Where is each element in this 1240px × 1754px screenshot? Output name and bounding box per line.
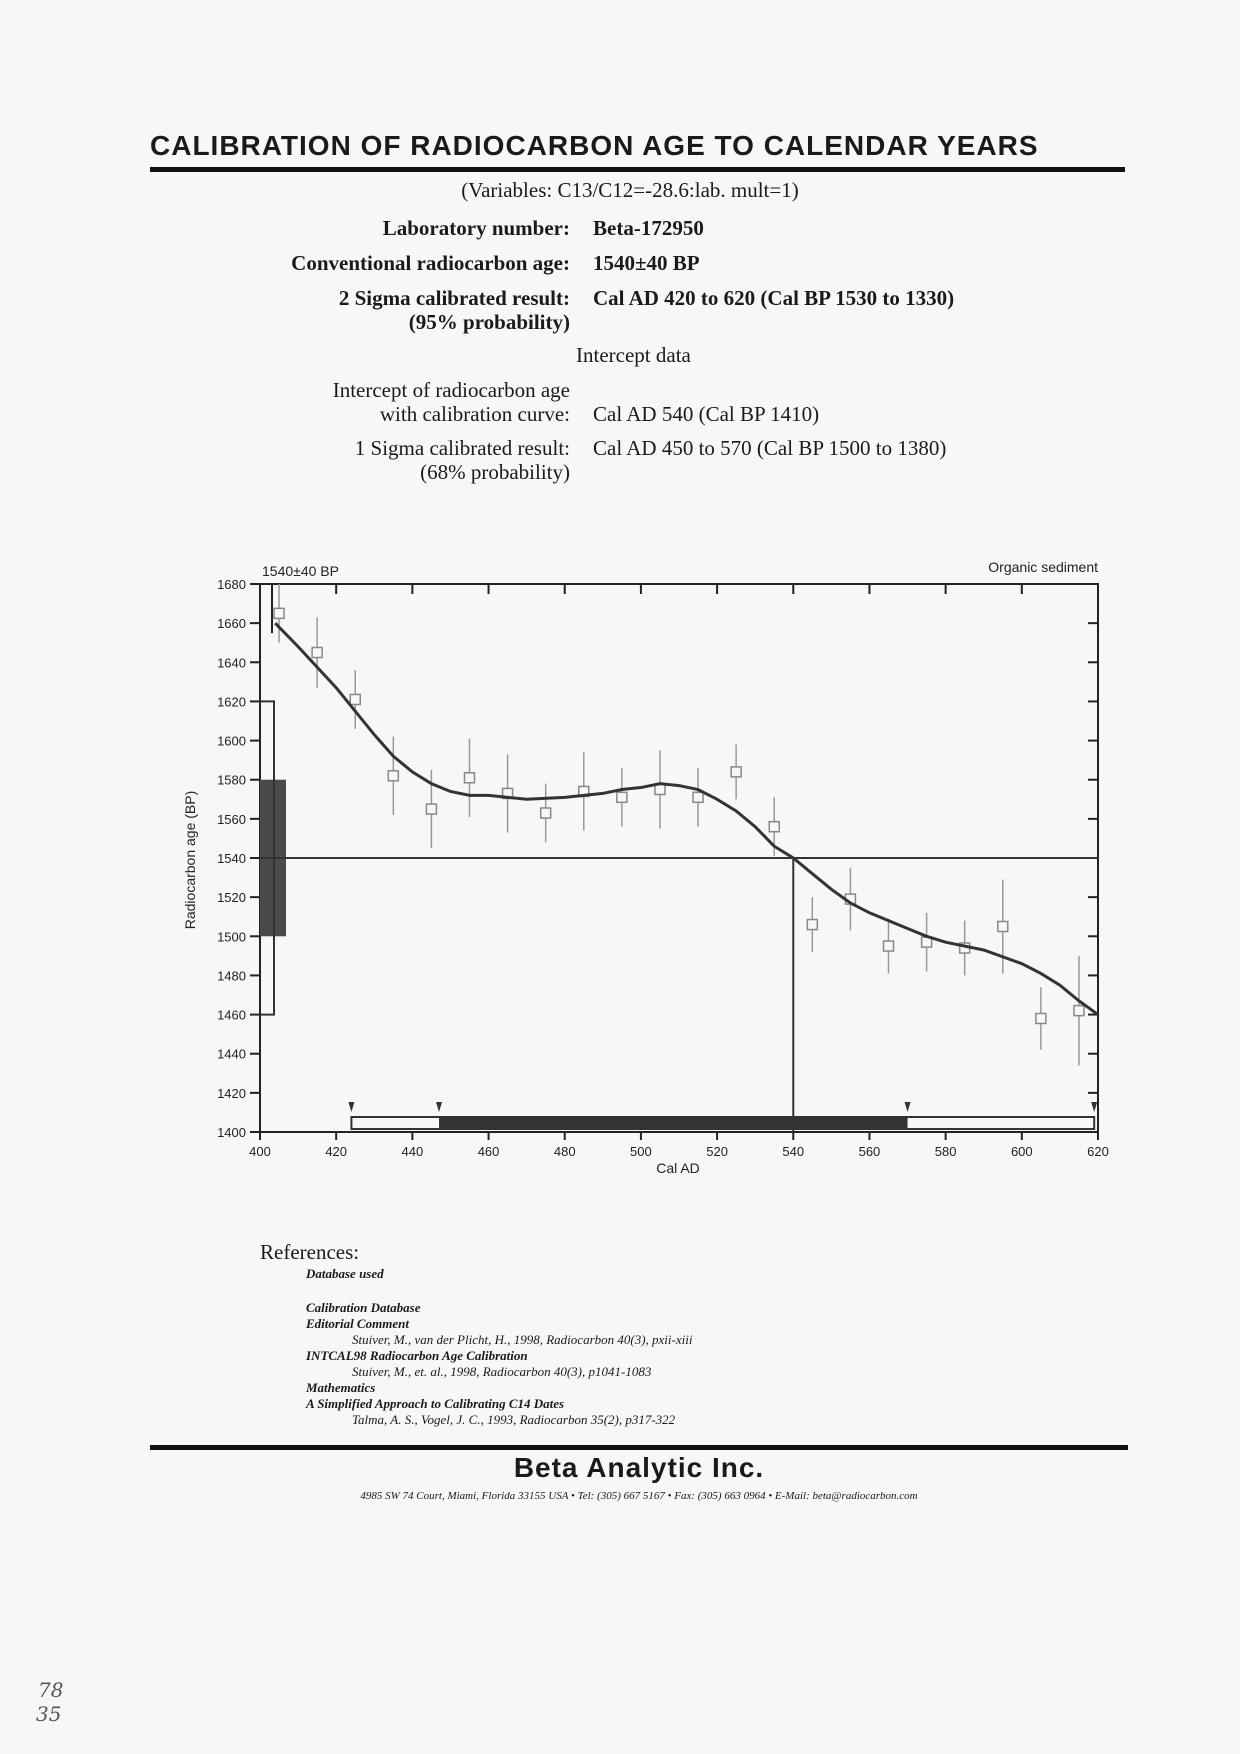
y-tick-label: 1480 (217, 968, 246, 984)
sigma1-probability: (68% probability) (420, 460, 570, 484)
data-point (1036, 1013, 1046, 1023)
sigma1-label: 1 Sigma calibrated result: (354, 436, 570, 460)
conv-age-value: 1540±40 BP (593, 251, 700, 275)
ref-database-used: Database used (306, 1266, 384, 1281)
y-tick-label: 1680 (217, 577, 246, 592)
x-tick-label: 480 (553, 1144, 576, 1159)
data-point (655, 785, 665, 795)
x-tick-label: 500 (630, 1144, 652, 1159)
x-tick-label: 540 (782, 1144, 805, 1159)
range-1sigma (439, 1117, 908, 1129)
ref-intcal98: INTCAL98 Radiocarbon Age Calibration (306, 1348, 528, 1363)
data-point (998, 922, 1008, 932)
data-point (617, 792, 627, 802)
y-tick-label: 1620 (217, 694, 246, 710)
ref-citation-1: Stuiver, M., van der Plicht, H., 1998, Radiocarbon 40(3), pxii-xiii (352, 1332, 693, 1347)
data-point (541, 808, 551, 818)
ref-mathematics: Mathematics (306, 1380, 376, 1395)
calibration-curve (275, 623, 1098, 1014)
x-tick-label: 560 (858, 1144, 881, 1159)
y-tick-label: 1520 (217, 890, 246, 906)
intercept-label-2: with calibration curve: (379, 402, 570, 426)
y-axis-label: Radiocarbon age (BP) (182, 790, 198, 930)
lab-number-value: Beta-172950 (593, 216, 704, 240)
company-name: Beta Analytic Inc. (513, 1452, 765, 1483)
y-tick-label: 1440 (217, 1046, 246, 1062)
data-point (388, 771, 398, 781)
y-tick-label: 1400 (217, 1125, 246, 1140)
x-tick-label: 400 (249, 1144, 271, 1159)
data-point (884, 941, 894, 951)
data-point (1074, 1006, 1084, 1016)
y-tick-label: 1560 (217, 811, 246, 827)
y-tick-label: 1660 (217, 616, 246, 632)
conv-age-label: Conventional radiocarbon age: (291, 251, 570, 275)
data-point (426, 804, 436, 814)
range-marker (348, 1102, 354, 1112)
footer-rule (150, 1445, 1128, 1450)
data-point (731, 767, 741, 777)
ref-editorial-comment: Editorial Comment (306, 1316, 409, 1331)
x-tick-label: 580 (934, 1144, 957, 1159)
ref-simplified-approach: A Simplified Approach to Calibrating C14 Dates (306, 1396, 565, 1411)
x-tick-label: 460 (477, 1144, 500, 1159)
y-tick-label: 1580 (217, 772, 246, 788)
x-tick-label: 600 (1010, 1144, 1033, 1159)
sigma2-value: Cal AD 420 to 620 (Cal BP 1530 to 1330) (593, 286, 955, 310)
y-tick-label: 1540 (217, 851, 246, 866)
data-point (465, 773, 475, 783)
y-tick-label: 1640 (217, 655, 246, 671)
range-marker (436, 1102, 442, 1112)
ref-calibration-database: Calibration Database (306, 1300, 421, 1315)
lab-number-label: Laboratory number: (382, 216, 570, 240)
sigma2-label: 2 Sigma calibrated result: (338, 286, 570, 310)
margin-note-2: 35 (36, 1702, 62, 1726)
y-tick-label: 1500 (217, 929, 246, 945)
y-tick-label: 1600 (217, 733, 246, 749)
x-axis-label: Cal AD (656, 1160, 700, 1176)
y-tick-label: 1420 (217, 1085, 246, 1101)
page-title: CALIBRATION OF RADIOCARBON AGE TO CALENDAR YEARS (150, 130, 1039, 161)
range-marker (905, 1102, 911, 1112)
x-tick-label: 440 (401, 1144, 424, 1159)
data-point (274, 608, 284, 618)
x-tick-label: 520 (706, 1144, 728, 1159)
range-marker (1091, 1102, 1097, 1112)
y-tick-label: 1460 (217, 1007, 246, 1023)
intercept-label-1: Intercept of radiocarbon age (332, 378, 570, 402)
data-point (312, 648, 322, 658)
x-tick-label: 420 (325, 1144, 348, 1159)
chart-sample-type: Organic sediment (988, 559, 1098, 575)
sigma2-probability: (95% probability) (408, 310, 570, 334)
ref-citation-3: Talma, A. S., Vogel, J. C., 1993, Radiocarbon 35(2), p317-322 (352, 1412, 676, 1427)
references-heading: References: (260, 1240, 360, 1264)
data-point (693, 792, 703, 802)
data-point (769, 822, 779, 832)
company-address: 4985 SW 74 Court, Miami, Florida 33155 USA • Tel: (305) 667 5167 • Fax: (305) 663 0964 • E-Mail: beta@radiocarbon.com (360, 1490, 918, 1502)
x-tick-label: 620 (1087, 1144, 1109, 1159)
chart-sample-label: 1540±40 BP (262, 563, 339, 579)
variables-line: (Variables: C13/C12=-28.6:lab. mult=1) (461, 178, 799, 202)
margin-note-1: 78 (38, 1678, 64, 1702)
sigma1-value: Cal AD 450 to 570 (Cal BP 1500 to 1380) (593, 436, 947, 460)
intercept-value: Cal AD 540 (Cal BP 1410) (593, 402, 820, 426)
data-point (350, 694, 360, 704)
intercept-heading: Intercept data (576, 343, 691, 367)
ref-citation-2: Stuiver, M., et. al., 1998, Radiocarbon 40(3), p1041-1083 (352, 1364, 652, 1379)
data-point (807, 920, 817, 930)
